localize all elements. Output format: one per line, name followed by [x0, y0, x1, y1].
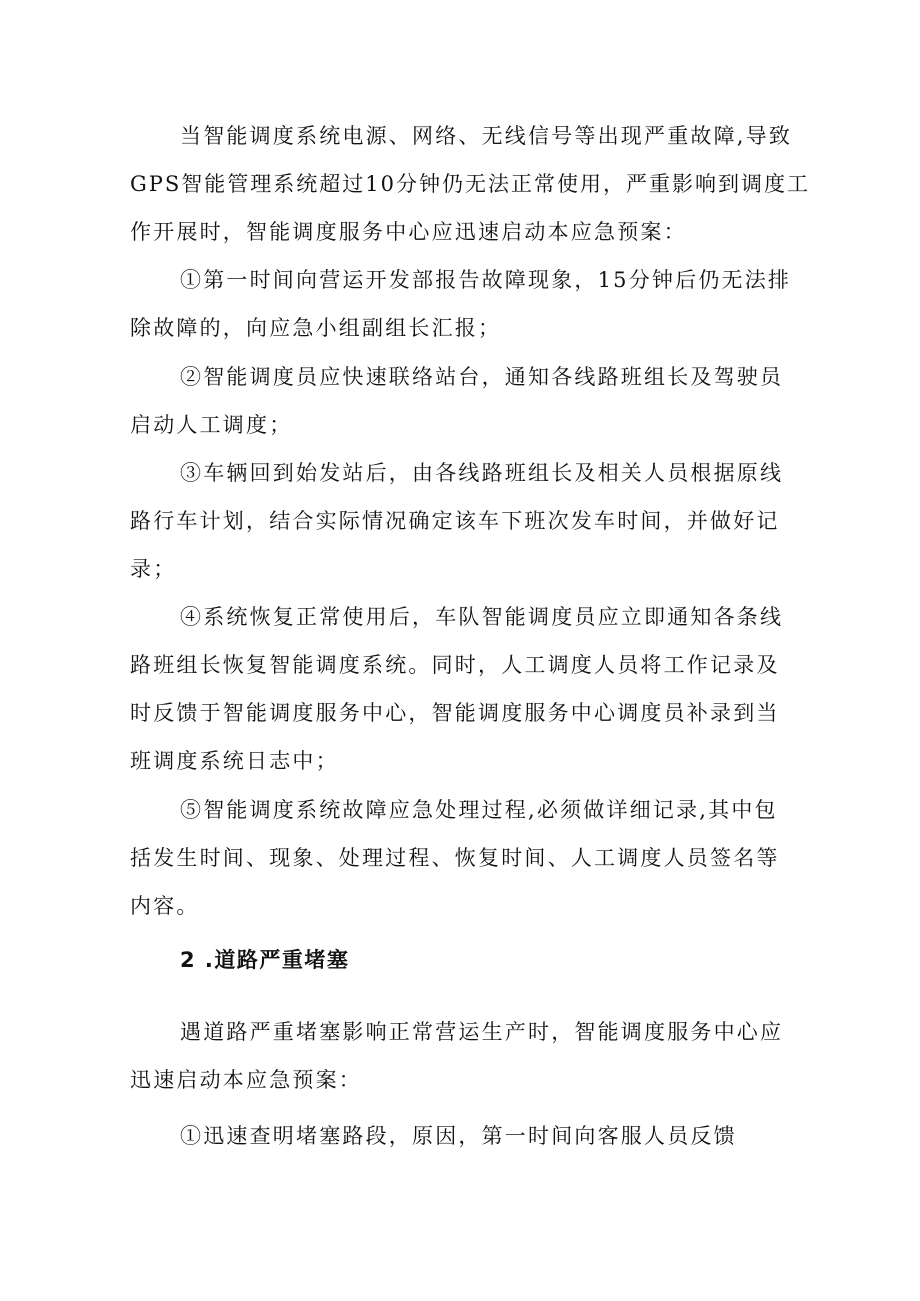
list-item-line: ②智能调度员应快速联络站台，通知各线路班组长及驾驶员: [180, 365, 784, 389]
paragraph-line: 当智能调度系统电源、网络、无线信号等出现严重故障,导致: [180, 124, 793, 148]
paragraph-line: 作开展时，智能调度服务中心应迅速启动本应急预案：: [130, 220, 687, 244]
list-item-line: 内容。: [130, 894, 200, 918]
section-heading: 2 .道路严重堵塞: [180, 948, 350, 972]
list-item-line: 括发生时间、现象、处理过程、恢复时间、人工调度人员签名等: [130, 846, 780, 870]
paragraph-line: GPS智能管理系统超过10分钟仍无法正常使用，严重影响到调度工: [130, 172, 811, 196]
list-item-line: 除故障的，向应急小组副组长汇报；: [130, 316, 502, 340]
paragraph-line: 遇道路严重堵塞影响正常营运生产时，智能调度服务中心应: [180, 1020, 784, 1044]
list-item-line: 时反馈于智能调度服务中心，智能调度服务中心调度员补录到当: [130, 701, 780, 725]
list-item-line: 路行车计划，结合实际情况确定该车下班次发车时间，并做好记: [130, 509, 780, 533]
list-item-line: ④系统恢复正常使用后，车队智能调度员应立即通知各条线: [180, 605, 784, 629]
list-item-line: ③车辆回到始发站后，由各线路班组长及相关人员根据原线: [180, 461, 784, 485]
list-item-line: ⑤智能调度系统故障应急处理过程,必须做详细记录,其中包: [180, 798, 778, 822]
list-item-line: ①第一时间向营运开发部报告故障现象，15分钟后仍无法排: [180, 268, 792, 292]
list-item-line: ①迅速查明堵塞路段，原因，第一时间向客服人员反馈: [180, 1124, 737, 1148]
paragraph-line: 迅速启动本应急预案：: [130, 1068, 362, 1092]
list-item-line: 录；: [130, 557, 177, 581]
list-item-line: 启动人工调度；: [130, 413, 293, 437]
list-item-line: 路班组长恢复智能调度系统。同时，人工调度人员将工作记录及: [130, 653, 780, 677]
list-item-line: 班调度系统日志中；: [130, 749, 339, 773]
